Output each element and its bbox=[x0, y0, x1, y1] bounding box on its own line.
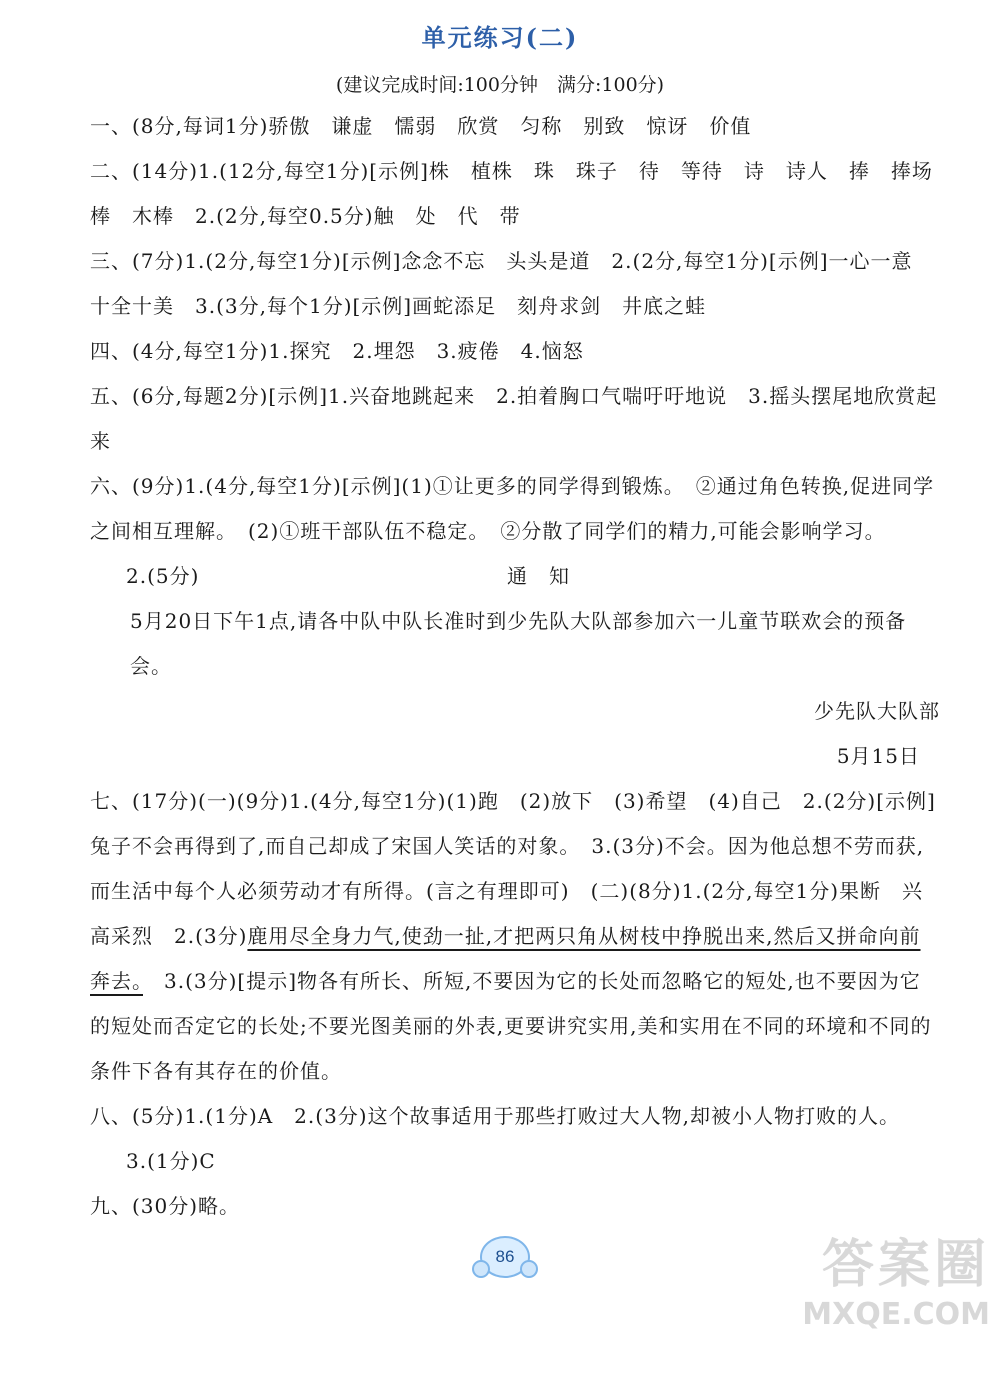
notice-date: 5月15日 bbox=[836, 744, 920, 768]
time-and-score-note: (建议完成时间:100分钟 满分:100分) bbox=[335, 74, 665, 96]
answer-section-1: 一、(8分,每词1分)骄傲 谦虚 懦弱 欣赏 匀称 别致 惊讶 价值 bbox=[90, 114, 752, 138]
answer-section-7 bbox=[90, 779, 940, 1094]
watermark-url: MXQE.COM bbox=[802, 1297, 990, 1332]
decor-bubble-right bbox=[520, 1260, 538, 1278]
page-title: 单元练习(二) bbox=[421, 23, 579, 52]
underlined-answer: 鹿用尽全身力气,使劲一扯,才把两只角从树枝中挣脱出来,然后又拼命向前奔去。 bbox=[90, 924, 921, 993]
notice-signature: 少先队大队部 bbox=[814, 699, 940, 723]
decor-bubble-left bbox=[472, 1260, 490, 1278]
page-number-badge bbox=[470, 1234, 540, 1280]
answer-section-8-q3: 3.(1分)C bbox=[126, 1149, 216, 1173]
answer-section-2: 二、(14分)1.(12分,每空1分)[示例]株 植株 珠 珠子 待 等待 诗 诗人 捧 捧场 棒 木棒 2.(2分,每空0.5分)触 处 代 带 bbox=[90, 159, 954, 228]
answer-section-4: 四、(4分,每空1分)1.探究 2.埋怨 3.疲倦 4.恼怒 bbox=[90, 339, 584, 363]
answer-section-7-part-a: 七、(17分)(一)(9分)1.(4分,每空1分)(1)跑 (2)放下 (3)希望 (4)自己 2.(2分)[示例]兔子不会再得到了,而自己却成了宋国人笑话的对象。 3.(3分)不会。因为他总想不劳而获,而生活中每个人必须劳动才有所得。(言之有理即可) (二)(8分)1.(2分,每空1分)果断 兴高采烈 2.(3分) bbox=[90, 789, 936, 948]
answer-content bbox=[90, 104, 954, 1229]
answer-section-8: 八、(5分)1.(1分)A 2.(3分)这个故事适用于那些打败过大人物,却被小人物打败的人。 bbox=[90, 1104, 900, 1128]
answer-section-6: 六、(9分)1.(4分,每空1分)[示例](1)①让更多的同学得到锻炼。 ②通过角色转换,促进同学之间相互理解。 (2)①班干部队伍不稳定。 ②分散了同学们的精力,可能会影响学习。 bbox=[90, 474, 935, 543]
notice-body: 5月20日下午1点,请各中队中队长准时到少先队大队部参加六一儿童节联欢会的预备会。 bbox=[130, 609, 907, 678]
answer-section-3: 三、(7分)1.(2分,每空1分)[示例]念念不忘 头头是道 2.(2分,每空1分)[示例]一心一意 十全十美 3.(3分,每个1分)[示例]画蛇添足 刻舟求剑 井底之蛙 bbox=[90, 249, 934, 318]
notice-header-row bbox=[90, 554, 940, 599]
notice-question-label: 2.(5分) bbox=[126, 564, 200, 588]
answer-section-9: 九、(30分)略。 bbox=[90, 1194, 241, 1218]
notice-title: 通 知 bbox=[507, 564, 570, 588]
watermark-logo-text: 答案圈 bbox=[821, 1235, 990, 1295]
page-number: 86 bbox=[480, 1236, 530, 1278]
answer-section-7-part-b: 3.(3分)[提示]物各有所长、所短,不要因为它的长处而忽略它的短处,也不要因为它的短处而否定它的长处;不要光图美丽的外表,更要讲究实用,美和实用在不同的环境和不同的条件下各有其存在的价值。 bbox=[90, 969, 932, 1083]
answer-section-5: 五、(6分,每题2分)[示例]1.兴奋地跳起来 2.拍着胸口气喘吁吁地说 3.摇头摆尾地欣赏起来 bbox=[90, 384, 938, 453]
watermark bbox=[740, 1235, 990, 1365]
